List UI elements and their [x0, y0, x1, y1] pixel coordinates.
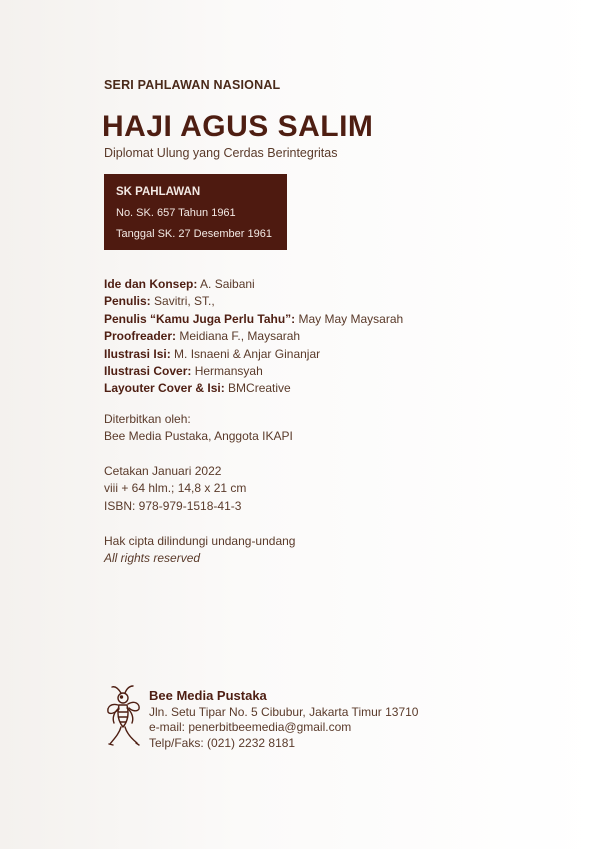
published-publisher: Bee Media Pustaka, Anggota IKAPI: [104, 429, 293, 444]
publisher-email: e-mail: penerbitbeemedia@gmail.com: [149, 720, 352, 734]
credit-label: Penulis:: [104, 294, 151, 309]
credit-line: [104, 293, 403, 310]
rights-notice: [104, 533, 295, 568]
credit-value: BMCreative: [228, 381, 291, 396]
page-count: viii + 64 hlm.; 14,8 x 21 cm: [104, 481, 247, 496]
publisher-phone: Telp/Faks: (021) 2232 8181: [149, 735, 296, 750]
credit-value: A. Saibani: [200, 277, 255, 291]
credit-label: Penulis “Kamu Juga Perlu Tahu”:: [104, 311, 296, 326]
credit-line: [104, 346, 403, 363]
credit-label: Proofreader:: [104, 329, 177, 344]
credit-label: Ide dan Konsep:: [104, 277, 198, 291]
bee-logo-icon: [104, 684, 144, 748]
isbn: ISBN: 978-979-1518-41-3: [104, 498, 242, 513]
credit-label: Ilustrasi Isi:: [104, 346, 171, 361]
publisher-name: Bee Media Pustaka: [149, 688, 267, 703]
publisher-address: Jln. Setu Tipar No. 5 Cibubur, Jakarta Timur 13710: [149, 704, 419, 719]
credit-line: [104, 328, 403, 345]
printing-info: [104, 463, 246, 515]
publisher-info: [149, 688, 418, 751]
published-label: Diterbitkan oleh:: [104, 412, 191, 426]
credits-list: [104, 276, 403, 398]
credit-value: M. Isnaeni & Anjar Ginanjar: [174, 346, 321, 361]
sk-number: No. SK. 657 Tahun 1961: [116, 207, 236, 219]
published-by: [104, 411, 293, 446]
credit-label: Ilustrasi Cover:: [104, 364, 192, 379]
series-label: SERI PAHLAWAN NASIONAL: [104, 78, 281, 92]
credit-label: Layouter Cover & Isi:: [104, 381, 225, 396]
sk-heading: SK PAHLAWAN: [116, 186, 201, 198]
credit-value: Meidiana F., Maysarah: [179, 329, 301, 344]
credit-line: [104, 380, 403, 397]
edition: Cetakan Januari 2022: [104, 464, 222, 478]
credit-value: Hermansyah: [194, 364, 263, 379]
sk-box: [104, 174, 287, 250]
sk-date: Tanggal SK. 27 Desember 1961: [116, 228, 272, 240]
credit-value: May May Maysarah: [298, 311, 404, 326]
rights-line-italic: All rights reserved: [104, 551, 201, 566]
rights-line: Hak cipta dilindungi undang-undang: [104, 534, 296, 548]
book-title: HAJI AGUS SALIM: [102, 110, 374, 143]
credit-value: Savitri, ST.,: [154, 294, 215, 309]
book-subtitle: Diplomat Ulung yang Cerdas Berintegritas: [104, 146, 338, 160]
credit-line: [104, 276, 403, 293]
credit-line: [104, 311, 403, 328]
credit-line: [104, 363, 403, 380]
